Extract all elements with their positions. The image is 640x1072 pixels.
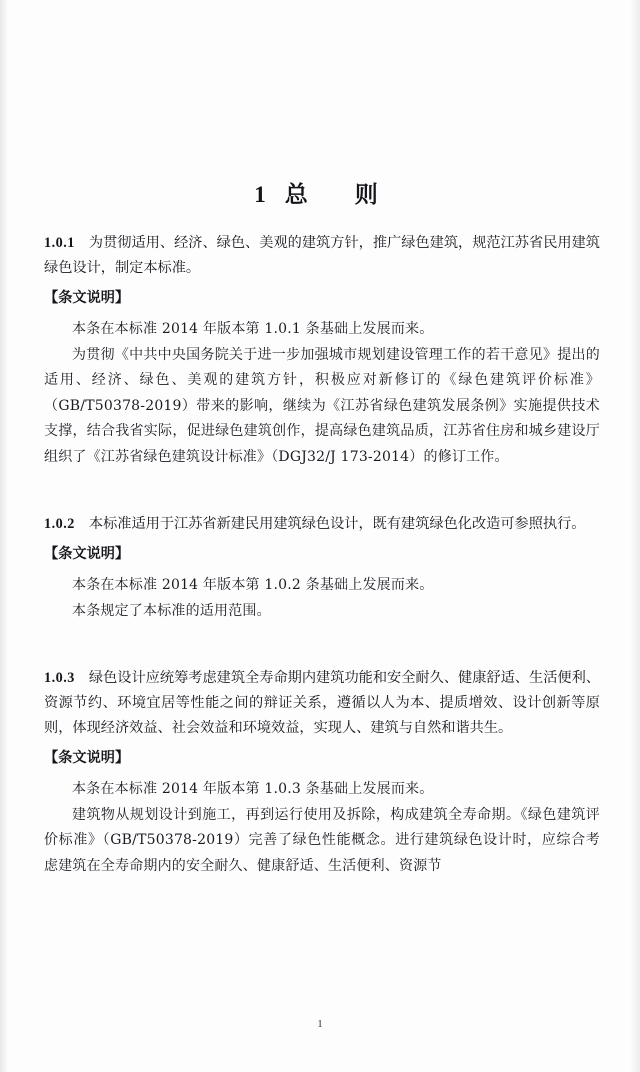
clause-block (44, 231, 600, 470)
explanation-heading: 【条文说明】 (44, 290, 130, 306)
page-content-area (44, 0, 600, 1072)
explanation-paragraph: 建筑物从规划设计到施工，再到运行使用及拆除，构成建筑全寿命期。《绿色建筑评价标准》（GB/T50378-2019）完善了绿色性能概念。进行建筑绿色设计时，应综合考虑建筑在全寿命期内的安全耐久、健康舒适、生活便利、资源节 (44, 806, 600, 874)
clause-text: 为贯彻适用、经济、绿色、美观的建筑方针，推广绿色建筑，规范江苏省民用建筑绿色设计，制定本标准。 (44, 235, 600, 276)
explanation-paragraph: 为贯彻《中共中央国务院关于进一步加强城市规划建设管理工作的若干意见》提出的适用、经济、绿色、美观的建筑方针，积极应对新修订的《绿色建筑评价标准》（GB/T50378-2019）带来的影响，继续为《江苏省绿色建筑发展条例》实施提供技术支撑，结合我省实际，促进绿色建筑创作，提高绿色建筑品质，江苏省住房和城乡建设厅组织了《江苏省绿色建筑设计标准》（DGJ32/J 173-2014）的修订工作。 (44, 346, 600, 465)
clause-text: 本标准适用于江苏省新建民用建筑绿色设计，既有建筑绿色化改造可参照执行。 (88, 516, 586, 532)
explanation-paragraph: 本条在本标准 2014 年版本第 1.0.2 条基础上发展而来。 (72, 577, 434, 593)
page-number: 1 (317, 1018, 323, 1030)
chapter-number: 1 (254, 182, 269, 207)
explanation-heading: 【条文说明】 (44, 750, 130, 766)
clause-text: 绿色设计应统筹考虑建筑全寿命期内建筑功能和安全耐久、健康舒适、生活便利、资源节约、环境宜居等性能之间的辩证关系，遵循以人为本、提质增效、设计创新等原则，体现经济效益、社会效益和环境效益，实现人、建筑与自然和谐共生。 (44, 670, 600, 736)
page-left-edge-shadow (0, 0, 8, 1072)
explanation-paragraph: 本条在本标准 2014 年版本第 1.0.1 条基础上发展而来。 (72, 321, 434, 337)
explanation-paragraph: 本条规定了本标准的适用范围。 (72, 602, 271, 619)
clause-paragraph (44, 512, 600, 537)
clause-block (44, 666, 600, 879)
spacer (44, 624, 600, 644)
clause-paragraph (44, 231, 600, 281)
chapter-title (44, 176, 600, 209)
page-right-edge-shadow (630, 0, 640, 1072)
explanation-paragraph: 本条在本标准 2014 年版本第 1.0.3 条基础上发展而来。 (72, 781, 434, 797)
spacer (44, 470, 600, 490)
clause-paragraph (44, 666, 600, 741)
explanation-heading: 【条文说明】 (44, 546, 130, 562)
clause-number: 1.0.2 (44, 516, 75, 532)
chapter-name: 总 则 (284, 182, 390, 207)
clause-number: 1.0.3 (44, 670, 75, 686)
clause-block (44, 512, 600, 624)
clause-number: 1.0.1 (44, 235, 75, 251)
